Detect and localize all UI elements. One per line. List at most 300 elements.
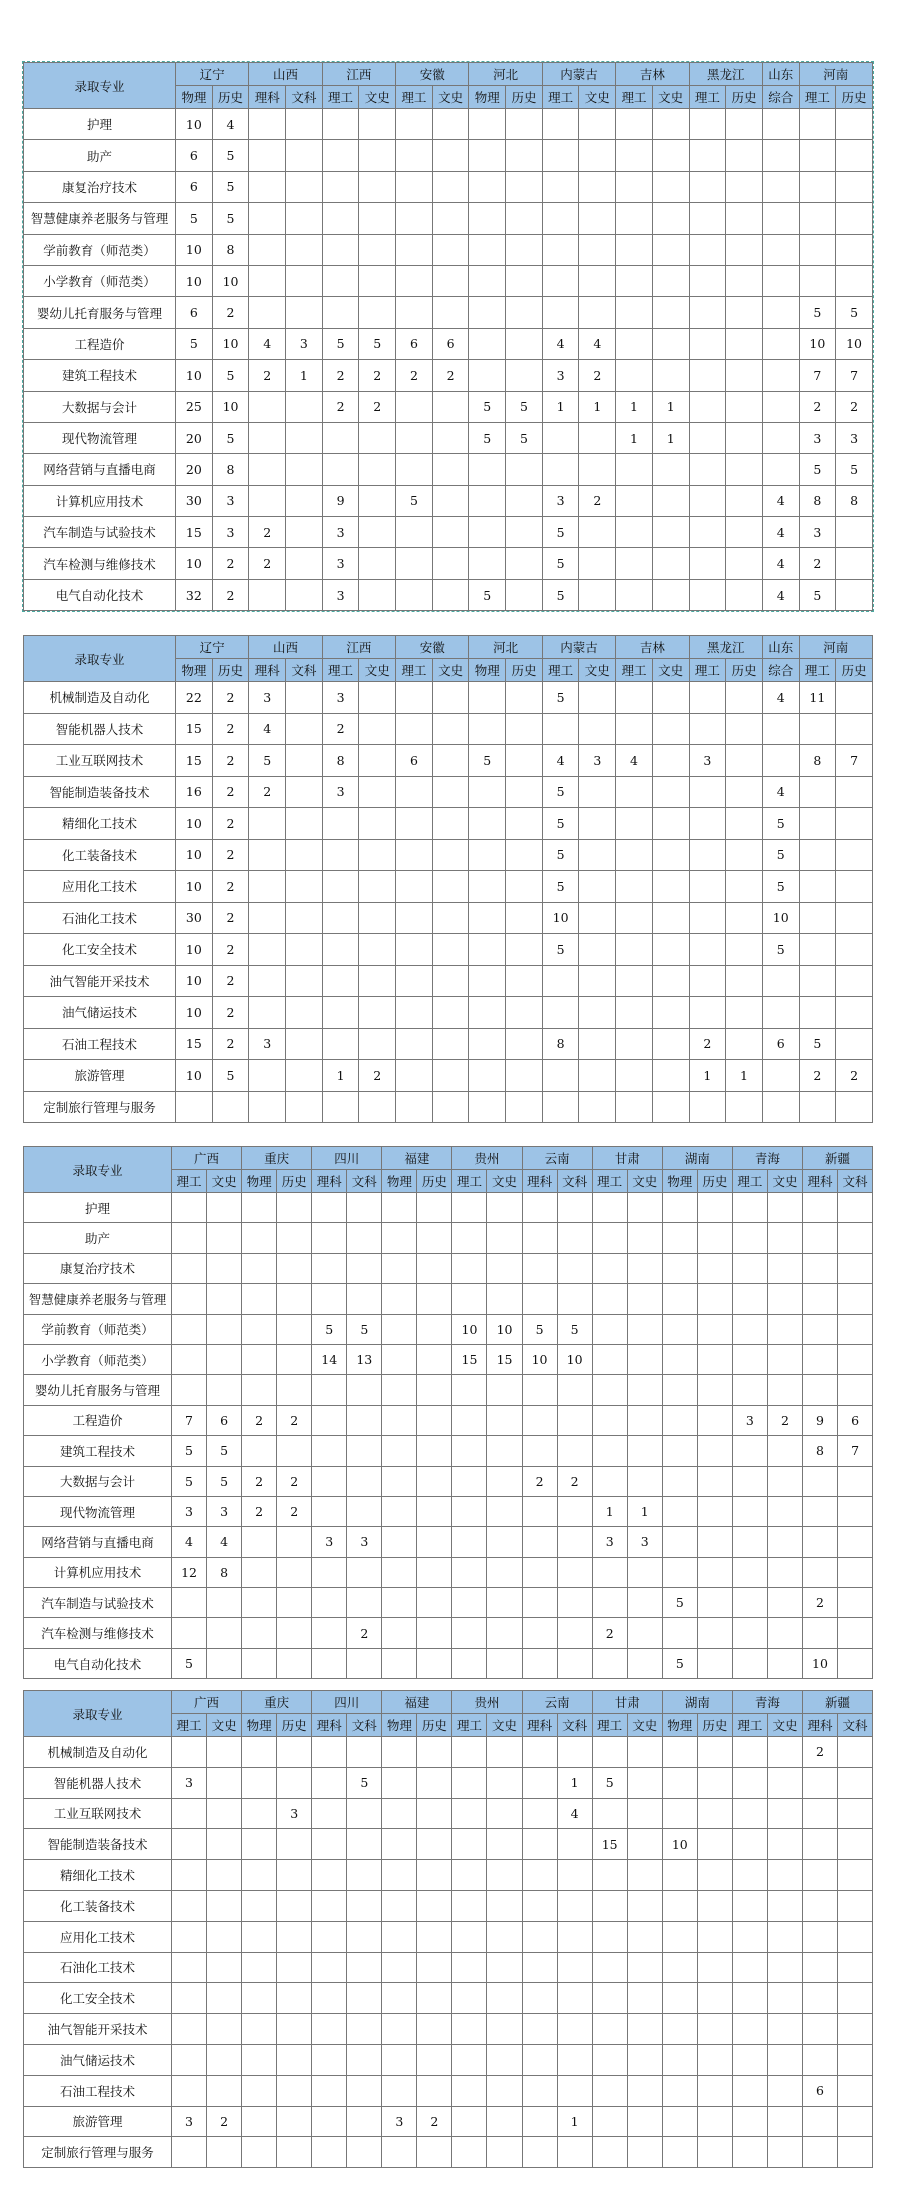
quota-cell <box>382 1921 417 1952</box>
quota-cell: 2 <box>212 965 249 997</box>
quota-cell: 4 <box>762 485 799 516</box>
quota-cell <box>242 1284 277 1314</box>
quota-cell <box>359 171 396 202</box>
quota-cell: 2 <box>799 1060 836 1092</box>
quota-cell: 5 <box>207 1436 242 1466</box>
quota-cell <box>417 2014 452 2045</box>
quota-cell <box>799 902 836 934</box>
quota-cell <box>506 808 543 840</box>
major-name: 工程造价 <box>24 328 176 359</box>
quota-cell <box>799 234 836 265</box>
quota-cell <box>452 1193 487 1223</box>
quota-cell: 3 <box>627 1527 662 1557</box>
table-row <box>24 1588 873 1618</box>
quota-cell <box>417 2075 452 2106</box>
quota-cell <box>557 1193 592 1223</box>
quota-cell: 15 <box>176 745 213 777</box>
quota-cell <box>207 1193 242 1223</box>
quota-cell <box>359 297 396 328</box>
quota-cell <box>469 265 506 296</box>
quota-cell <box>382 1952 417 1983</box>
quota-cell: 1 <box>557 2106 592 2137</box>
quota-cell <box>616 454 653 485</box>
quota-cell <box>487 1983 522 2014</box>
major-name: 康复治疗技术 <box>24 171 176 202</box>
quota-cell <box>249 871 286 903</box>
quota-cell <box>469 965 506 997</box>
subject-header: 历史 <box>277 1714 312 1737</box>
quota-cell: 12 <box>172 1557 207 1587</box>
subject-header: 理工 <box>396 659 433 682</box>
quota-cell: 5 <box>212 1060 249 1092</box>
subject-header: 理工 <box>592 1714 627 1737</box>
quota-cell <box>522 1618 557 1648</box>
quota-cell <box>767 1253 802 1283</box>
quota-cell <box>726 297 763 328</box>
quota-cell <box>616 934 653 966</box>
quota-cell <box>469 682 506 714</box>
quota-cell <box>767 1496 802 1526</box>
quota-cell <box>469 808 506 840</box>
quota-cell: 6 <box>802 2075 837 2106</box>
quota-cell <box>452 1648 487 1678</box>
quota-cell <box>347 1466 382 1496</box>
major-name: 婴幼儿托育服务与管理 <box>24 297 176 328</box>
quota-cell: 2 <box>396 360 433 391</box>
quota-cell <box>487 2137 522 2168</box>
quota-cell <box>277 1375 312 1405</box>
quota-cell <box>286 391 323 422</box>
quota-cell <box>417 1344 452 1374</box>
major-name: 化工安全技术 <box>24 1983 172 2014</box>
quota-cell: 15 <box>452 1344 487 1374</box>
quota-cell <box>417 1737 452 1768</box>
quota-cell <box>207 1344 242 1374</box>
major-name: 护理 <box>24 109 176 140</box>
quota-cell <box>432 548 469 579</box>
quota-cell <box>312 1223 347 1253</box>
quota-cell: 5 <box>249 745 286 777</box>
quota-cell <box>286 140 323 171</box>
quota-cell <box>652 234 689 265</box>
quota-cell <box>487 1253 522 1283</box>
quota-cell <box>172 1829 207 1860</box>
quota-cell <box>242 1344 277 1374</box>
quota-cell: 4 <box>762 548 799 579</box>
quota-cell: 10 <box>452 1314 487 1344</box>
quota-cell <box>396 965 433 997</box>
quota-cell <box>652 1091 689 1123</box>
quota-cell <box>506 745 543 777</box>
subject-header: 文史 <box>579 659 616 682</box>
quota-cell: 2 <box>212 713 249 745</box>
quota-cell <box>452 1375 487 1405</box>
quota-cell: 3 <box>172 1496 207 1526</box>
quota-cell <box>522 1527 557 1557</box>
quota-cell <box>322 203 359 234</box>
quota-cell <box>697 1648 732 1678</box>
quota-cell <box>396 997 433 1029</box>
quota-cell: 5 <box>592 1767 627 1798</box>
quota-cell <box>732 1527 767 1557</box>
quota-cell: 2 <box>277 1466 312 1496</box>
quota-cell <box>347 1588 382 1618</box>
quota-cell <box>207 1223 242 1253</box>
quota-cell <box>542 713 579 745</box>
province-header: 湖南 <box>662 1691 732 1714</box>
quota-cell <box>592 1557 627 1587</box>
quota-cell: 8 <box>802 1436 837 1466</box>
quota-cell <box>506 328 543 359</box>
quota-cell <box>522 1436 557 1466</box>
quota-cell <box>469 171 506 202</box>
quota-cell <box>469 297 506 328</box>
quota-cell <box>417 1223 452 1253</box>
quota-cell <box>557 1921 592 1952</box>
quota-cell: 6 <box>176 140 213 171</box>
quota-cell <box>652 171 689 202</box>
table-row <box>24 422 873 453</box>
quota-cell <box>522 1405 557 1435</box>
quota-cell <box>506 871 543 903</box>
quota-cell: 5 <box>836 297 873 328</box>
quota-cell <box>732 1344 767 1374</box>
quota-cell <box>592 1405 627 1435</box>
quota-cell <box>579 579 616 610</box>
table-row <box>24 965 873 997</box>
table-row <box>24 171 873 202</box>
quota-cell <box>382 1588 417 1618</box>
quota-cell <box>172 1344 207 1374</box>
quota-cell <box>732 1496 767 1526</box>
quota-cell <box>799 997 836 1029</box>
quota-cell <box>249 297 286 328</box>
quota-cell <box>592 1284 627 1314</box>
quota-cell <box>432 1060 469 1092</box>
quota-cell <box>452 2075 487 2106</box>
quota-cell <box>452 2106 487 2137</box>
quota-cell <box>487 1648 522 1678</box>
quota-cell <box>732 1284 767 1314</box>
quota-cell <box>242 1375 277 1405</box>
table-row <box>24 1028 873 1060</box>
quota-cell: 2 <box>347 1618 382 1648</box>
quota-cell <box>689 140 726 171</box>
quota-cell <box>557 1375 592 1405</box>
quota-cell <box>382 2137 417 2168</box>
province-header: 贵州 <box>452 1147 522 1170</box>
quota-cell <box>347 2137 382 2168</box>
quota-cell <box>506 839 543 871</box>
quota-cell <box>249 454 286 485</box>
quota-cell <box>172 1223 207 1253</box>
major-name: 定制旅行管理与服务 <box>24 1091 176 1123</box>
quota-cell <box>799 808 836 840</box>
subject-header: 物理 <box>382 1714 417 1737</box>
subject-header: 物理 <box>242 1714 277 1737</box>
quota-cell <box>838 1588 873 1618</box>
quota-cell <box>697 1618 732 1648</box>
quota-cell <box>836 839 873 871</box>
quota-cell: 6 <box>762 1028 799 1060</box>
quota-cell <box>697 2137 732 2168</box>
quota-cell <box>652 776 689 808</box>
subject-header: 文科 <box>557 1714 592 1737</box>
quota-cell: 4 <box>762 682 799 714</box>
table-row <box>24 1284 873 1314</box>
quota-cell <box>627 1284 662 1314</box>
quota-cell: 5 <box>542 548 579 579</box>
quota-cell: 15 <box>176 517 213 548</box>
quota-cell <box>627 1829 662 1860</box>
quota-cell <box>838 2106 873 2137</box>
quota-cell <box>522 1983 557 2014</box>
quota-cell <box>627 1253 662 1283</box>
quota-cell <box>726 203 763 234</box>
quota-cell: 3 <box>172 1767 207 1798</box>
subject-header: 理工 <box>732 1714 767 1737</box>
quota-cell <box>469 871 506 903</box>
subject-header: 物理 <box>176 86 213 109</box>
header-row-provinces <box>24 1691 873 1714</box>
quota-cell <box>762 713 799 745</box>
quota-cell <box>726 745 763 777</box>
quota-cell <box>469 713 506 745</box>
quota-cell <box>207 1648 242 1678</box>
quota-cell <box>359 839 396 871</box>
quota-cell <box>249 1060 286 1092</box>
table-row <box>24 1405 873 1435</box>
quota-cell <box>627 1648 662 1678</box>
province-header: 青海 <box>732 1147 802 1170</box>
subject-header: 理科 <box>802 1714 837 1737</box>
quota-cell: 3 <box>322 776 359 808</box>
quota-cell <box>432 776 469 808</box>
province-header: 重庆 <box>242 1691 312 1714</box>
quota-cell <box>652 1028 689 1060</box>
quota-cell <box>802 1223 837 1253</box>
quota-cell <box>347 2044 382 2075</box>
quota-cell <box>469 1028 506 1060</box>
quota-cell <box>249 579 286 610</box>
quota-cell <box>838 1314 873 1344</box>
table-row <box>24 808 873 840</box>
quota-cell <box>616 997 653 1029</box>
quota-cell <box>347 1648 382 1678</box>
quota-cell <box>732 2106 767 2137</box>
quota-cell <box>762 454 799 485</box>
quota-cell: 5 <box>396 485 433 516</box>
quota-cell <box>286 517 323 548</box>
quota-cell: 2 <box>212 548 249 579</box>
quota-cell <box>322 934 359 966</box>
quota-cell <box>592 1648 627 1678</box>
quota-cell <box>469 902 506 934</box>
quota-cell: 3 <box>249 682 286 714</box>
quota-cell <box>726 839 763 871</box>
quota-cell: 2 <box>242 1496 277 1526</box>
major-name: 汽车制造与试验技术 <box>24 1588 172 1618</box>
quota-cell <box>802 1253 837 1283</box>
quota-cell <box>557 2044 592 2075</box>
quota-cell <box>432 234 469 265</box>
quota-cell: 15 <box>176 713 213 745</box>
subject-header: 文史 <box>432 86 469 109</box>
quota-cell <box>662 1860 697 1891</box>
quota-cell: 1 <box>542 391 579 422</box>
quota-cell <box>452 1618 487 1648</box>
quota-cell <box>616 485 653 516</box>
quota-cell <box>726 454 763 485</box>
quota-cell <box>697 2014 732 2045</box>
quota-cell <box>767 1921 802 1952</box>
quota-cell <box>592 1737 627 1768</box>
province-header: 青海 <box>732 1691 802 1714</box>
table-row <box>24 454 873 485</box>
quota-cell <box>286 1028 323 1060</box>
quota-cell <box>322 265 359 296</box>
quota-cell <box>347 1737 382 1768</box>
quota-cell <box>432 713 469 745</box>
quota-cell <box>726 391 763 422</box>
table-row <box>24 1737 873 1768</box>
province-header: 福建 <box>382 1691 452 1714</box>
quota-cell: 5 <box>207 1466 242 1496</box>
table-row <box>24 1767 873 1798</box>
table-row <box>24 328 873 359</box>
quota-cell <box>382 1314 417 1344</box>
quota-cell <box>506 934 543 966</box>
quota-cell: 3 <box>312 1527 347 1557</box>
quota-cell <box>689 934 726 966</box>
quota-cell <box>592 2106 627 2137</box>
subject-header: 历史 <box>836 659 873 682</box>
quota-cell: 3 <box>836 422 873 453</box>
quota-cell <box>452 1253 487 1283</box>
quota-cell <box>286 839 323 871</box>
subject-header: 理工 <box>452 1170 487 1193</box>
quota-cell <box>762 297 799 328</box>
quota-cell <box>487 2075 522 2106</box>
quota-cell: 5 <box>799 297 836 328</box>
quota-cell <box>662 2106 697 2137</box>
quota-cell <box>312 1983 347 2014</box>
quota-cell <box>662 2014 697 2045</box>
quota-cell <box>242 1921 277 1952</box>
quota-cell: 1 <box>689 1060 726 1092</box>
subject-header: 理工 <box>322 86 359 109</box>
quota-cell <box>689 713 726 745</box>
quota-cell <box>432 171 469 202</box>
subject-header: 物理 <box>242 1170 277 1193</box>
quota-cell <box>767 1737 802 1768</box>
quota-cell <box>396 203 433 234</box>
quota-cell <box>579 1091 616 1123</box>
subject-header: 理工 <box>172 1714 207 1737</box>
header-major-label: 录取专业 <box>24 1691 172 1737</box>
quota-cell <box>312 2106 347 2137</box>
quota-cell <box>452 2014 487 2045</box>
quota-cell <box>382 1436 417 1466</box>
quota-cell <box>242 1952 277 1983</box>
province-header: 河北 <box>469 63 542 86</box>
quota-cell <box>452 1284 487 1314</box>
major-name: 油气智能开采技术 <box>24 965 176 997</box>
quota-cell <box>836 109 873 140</box>
quota-cell: 2 <box>802 1737 837 1768</box>
quota-cell <box>627 1921 662 1952</box>
quota-cell: 5 <box>836 454 873 485</box>
major-name: 石油化工技术 <box>24 902 176 934</box>
quota-cell: 1 <box>579 391 616 422</box>
quota-cell <box>579 140 616 171</box>
quota-cell <box>616 109 653 140</box>
quota-cell <box>277 1921 312 1952</box>
quota-cell: 5 <box>469 422 506 453</box>
quota-cell: 2 <box>212 871 249 903</box>
quota-cell <box>762 203 799 234</box>
subject-header: 理工 <box>396 86 433 109</box>
quota-cell: 5 <box>506 422 543 453</box>
quota-cell: 3 <box>732 1405 767 1435</box>
quota-cell <box>322 965 359 997</box>
quota-cell <box>432 934 469 966</box>
subject-header: 理工 <box>616 659 653 682</box>
quota-cell <box>838 1375 873 1405</box>
quota-cell <box>417 1527 452 1557</box>
quota-cell <box>172 1952 207 1983</box>
quota-cell <box>322 171 359 202</box>
quota-cell <box>579 1028 616 1060</box>
quota-cell <box>732 1983 767 2014</box>
quota-cell <box>396 902 433 934</box>
quota-cell: 5 <box>506 391 543 422</box>
quota-cell: 6 <box>396 328 433 359</box>
quota-cell <box>697 1983 732 2014</box>
quota-cell <box>242 1588 277 1618</box>
quota-cell: 2 <box>322 391 359 422</box>
quota-cell <box>662 1767 697 1798</box>
quota-cell: 16 <box>176 776 213 808</box>
subject-header: 文史 <box>627 1170 662 1193</box>
quota-cell <box>662 1284 697 1314</box>
quota-cell <box>249 902 286 934</box>
quota-cell <box>432 203 469 234</box>
quota-cell <box>207 1737 242 1768</box>
quota-cell <box>432 454 469 485</box>
quota-cell: 1 <box>652 422 689 453</box>
quota-cell <box>382 1223 417 1253</box>
quota-cell <box>312 1890 347 1921</box>
quota-cell <box>732 1798 767 1829</box>
quota-cell <box>652 328 689 359</box>
quota-cell: 2 <box>212 297 249 328</box>
quota-cell: 3 <box>277 1798 312 1829</box>
quota-cell <box>579 871 616 903</box>
subject-header: 历史 <box>836 86 873 109</box>
quota-cell <box>277 1983 312 2014</box>
quota-cell <box>312 1253 347 1283</box>
quota-cell <box>469 109 506 140</box>
quota-cell <box>627 2075 662 2106</box>
quota-cell <box>382 2075 417 2106</box>
quota-cell <box>627 1466 662 1496</box>
quota-cell <box>557 2137 592 2168</box>
subject-header: 物理 <box>662 1170 697 1193</box>
quota-cell <box>726 871 763 903</box>
quota-cell <box>802 1860 837 1891</box>
quota-cell <box>557 1860 592 1891</box>
